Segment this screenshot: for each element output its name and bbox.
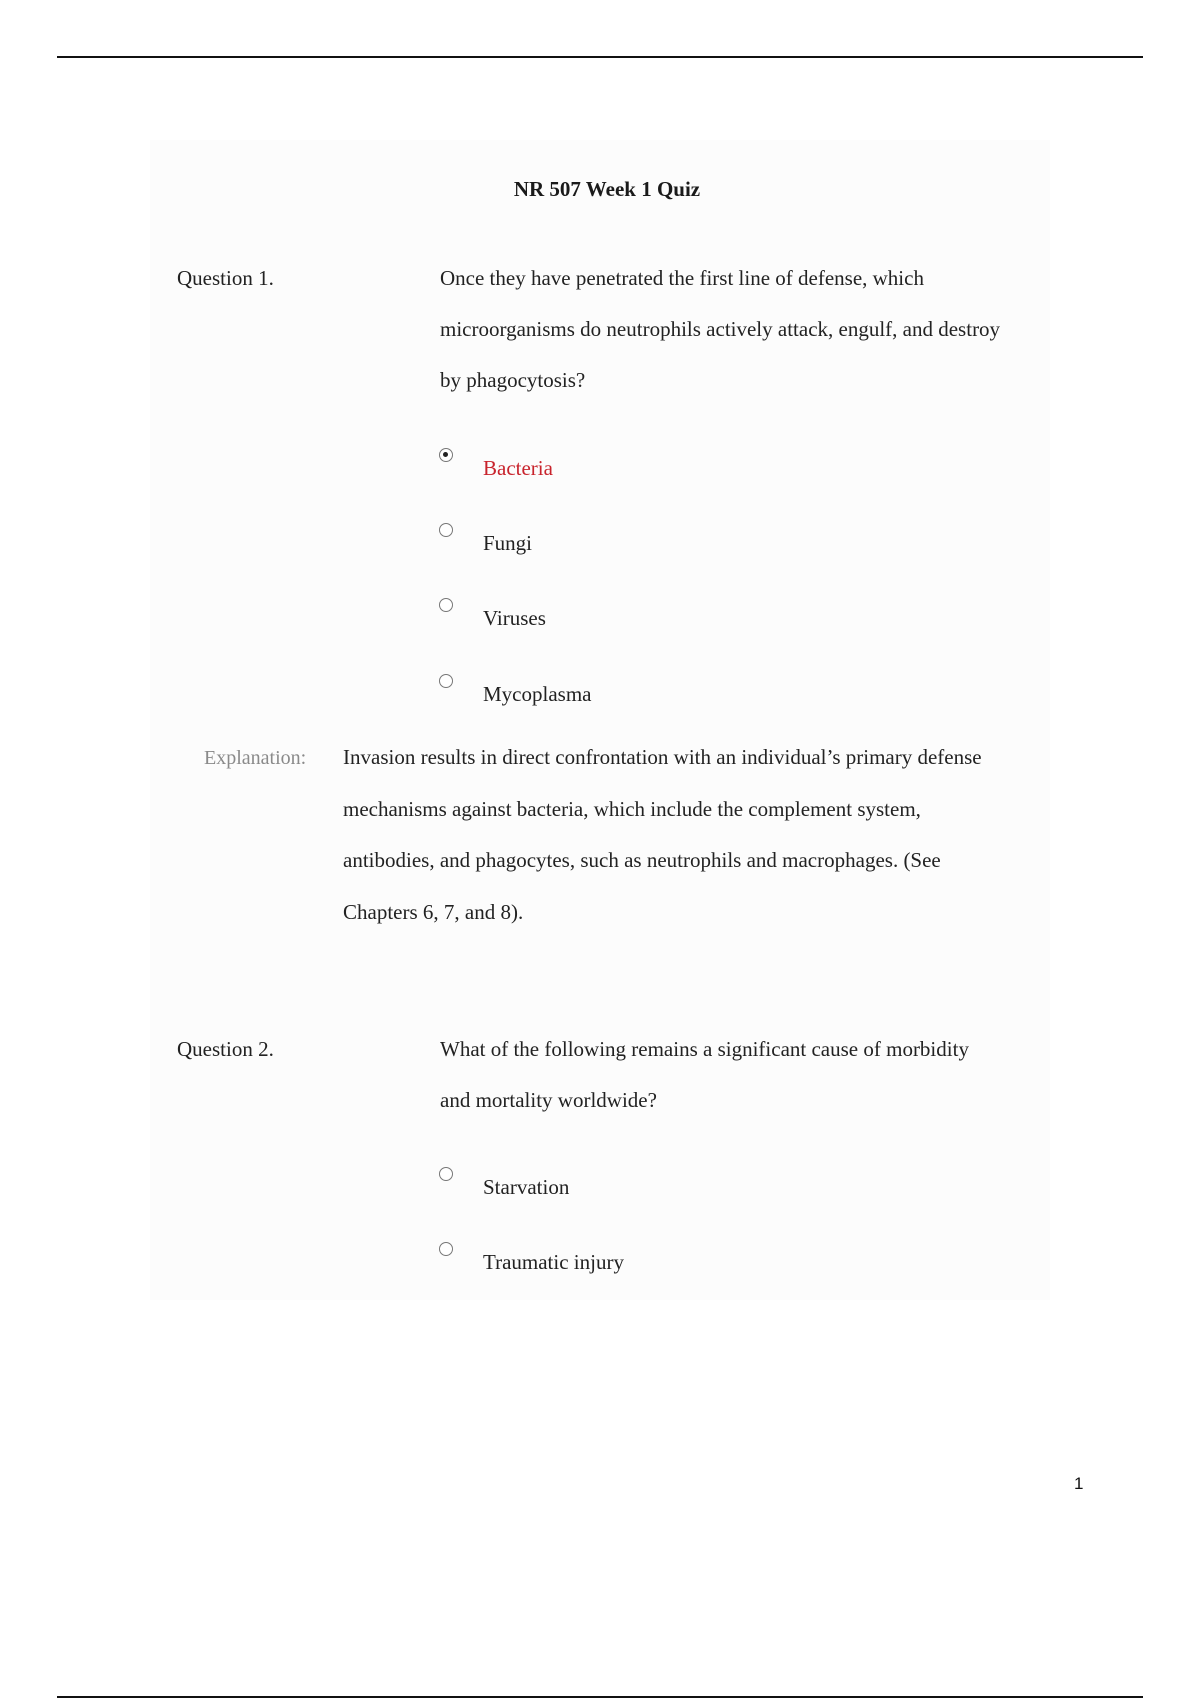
explanation-line: antibodies, and phagocytes, such as neutrophils and macrophages. (See xyxy=(343,848,941,872)
radio-unselected-icon[interactable] xyxy=(439,523,453,537)
question-1-option-fungi[interactable] xyxy=(439,523,999,563)
question-1-option-viruses[interactable] xyxy=(439,598,999,638)
question-1-option-mycoplasma[interactable] xyxy=(439,674,999,714)
question-1-text xyxy=(440,253,1060,406)
explanation-label: Explanation: xyxy=(204,747,307,769)
question-1-text-line: microorganisms do neutrophils actively attack, engulf, and destroy xyxy=(440,317,1001,341)
question-1-text-line: by phagocytosis? xyxy=(440,368,586,392)
explanation-line: Chapters 6, 7, and 8). xyxy=(343,899,524,924)
question-2-text-line: and mortality worldwide? xyxy=(440,1088,657,1112)
option-label: Traumatic injury xyxy=(483,1250,624,1274)
option-label: Viruses xyxy=(483,606,546,630)
question-2-label: Question 2. xyxy=(177,1037,274,1061)
option-label: Starvation xyxy=(483,1175,570,1199)
explanation-line: mechanisms against bacteria, which include the complement system, xyxy=(343,796,921,821)
option-label: Mycoplasma xyxy=(483,682,592,706)
question-1-label: Question 1. xyxy=(177,266,274,290)
question-1-option-bacteria[interactable] xyxy=(439,448,999,488)
option-label: Fungi xyxy=(483,531,533,555)
page-number: 1 xyxy=(1074,1474,1084,1493)
header-rule xyxy=(57,56,1143,58)
explanation-line: Invasion results in direct confrontation with an individual’s primary defense xyxy=(343,745,982,769)
radio-unselected-icon[interactable] xyxy=(439,1242,453,1256)
question-1-text-line: Once they have penetrated the first line of defense, which xyxy=(440,266,924,290)
question-2-option-traumatic-injury[interactable] xyxy=(439,1242,999,1282)
question-2-text-line: What of the following remains a significant cause of morbidity xyxy=(440,1037,969,1061)
quiz-title: NR 507 Week 1 Quiz xyxy=(513,177,701,201)
radio-selected-icon[interactable] xyxy=(439,448,453,462)
radio-unselected-icon[interactable] xyxy=(439,1167,453,1181)
footer-rule xyxy=(57,1696,1143,1698)
option-label: Bacteria xyxy=(483,456,553,480)
question-2-option-starvation[interactable] xyxy=(439,1167,999,1207)
explanation-text xyxy=(343,732,1063,938)
radio-unselected-icon[interactable] xyxy=(439,598,453,612)
question-2-text xyxy=(440,1024,1060,1126)
radio-unselected-icon[interactable] xyxy=(439,674,453,688)
